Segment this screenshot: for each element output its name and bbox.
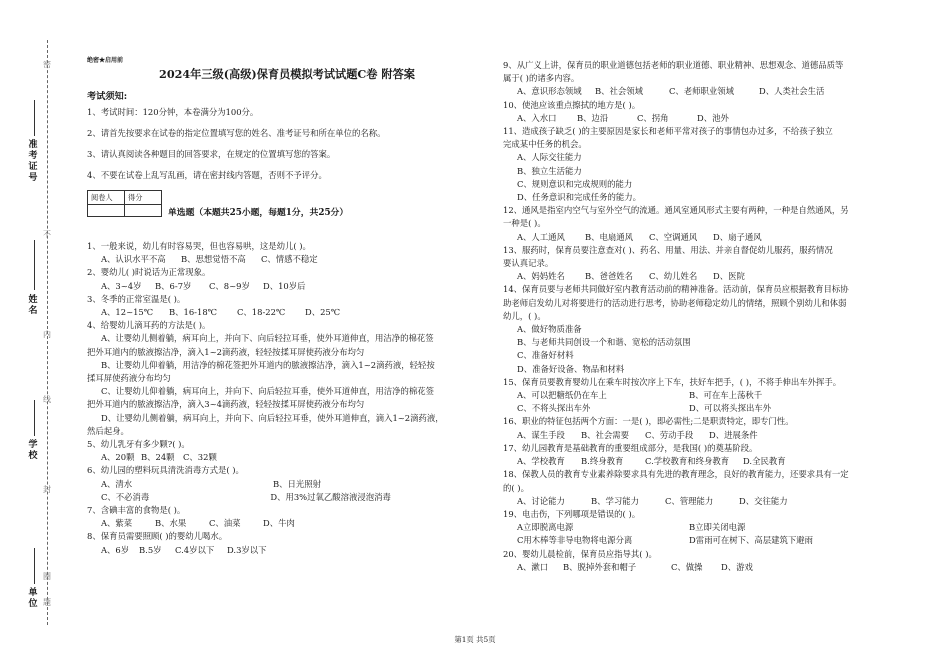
option[interactable]: C用木棒等非导电物将电源分离: [517, 535, 633, 546]
option[interactable]: B、水果: [155, 518, 187, 529]
notice-item: 3、请认真阅读各种题目的回答要求，在规定的位置填写您的答案。: [87, 149, 336, 159]
seal-mark: 不: [43, 230, 51, 239]
question-16: [503, 415, 913, 441]
option[interactable]: A、认识水平不高: [101, 254, 166, 265]
option[interactable]: C、准备好材料: [517, 350, 574, 361]
option[interactable]: A、人工通风: [517, 231, 565, 242]
option[interactable]: D、进展条件: [709, 429, 758, 440]
question-14: [503, 283, 913, 375]
question-stem: 18、保教人员的教育专业素养除要求具有先进的教育理念，良好的教育能力，还要求具有一定: [503, 469, 849, 480]
option[interactable]: C、拐角: [637, 112, 669, 123]
option[interactable]: C、劳动手段: [645, 429, 694, 440]
question-stem: 5、幼儿乳牙有多少颗?( )。: [87, 439, 190, 450]
question-options: [503, 561, 913, 574]
option[interactable]: B、爸爸姓名: [585, 271, 634, 282]
option[interactable]: D、任务意识和完成任务的能力。: [517, 192, 641, 203]
question-17: [503, 442, 913, 468]
option[interactable]: D、用3%过氧乙酸溶液浸泡消毒: [270, 491, 391, 502]
question-options: [87, 451, 487, 464]
option[interactable]: C、幼儿姓名: [649, 271, 698, 282]
seal-mark: 题: [43, 598, 51, 607]
question-stem: 幼儿，( )。: [503, 310, 546, 321]
question-options: [87, 306, 487, 319]
question-stem: 6、幼儿园的塑料玩具清洗消毒方式是( )。: [87, 465, 244, 476]
option[interactable]: C、8~9岁: [209, 280, 250, 291]
option[interactable]: B、与老师共同创设一个和谐、宽松的活动氛围: [517, 337, 691, 348]
notice-item: 4、不要在试卷上乱写乱画，请在密封线内答题，否则不予评分。: [87, 170, 327, 180]
question-13: [503, 244, 913, 284]
question-12: [503, 204, 913, 244]
question-stem: 完成某中任务的机会。: [503, 139, 587, 150]
option[interactable]: A、6岁: [101, 544, 130, 555]
question-stem: 16、职业的特征包括两个方面：一是( )，即必需性;二是职责特定，即专门性。: [503, 416, 794, 427]
option[interactable]: A、谋生手段: [517, 429, 565, 440]
option[interactable]: A、可以把糖纸仍在车上: [517, 390, 607, 401]
question-options: [87, 491, 487, 504]
option[interactable]: A、紫菜: [101, 518, 133, 529]
option-line[interactable]: B、让婴幼儿仰着躺，用洁净的棉花签把外耳道内的脓液擦洁净，滴入1~2滴药液，轻轻按: [101, 359, 435, 370]
school-blank: [34, 400, 35, 436]
option[interactable]: A、3~4岁: [101, 280, 142, 291]
option-line: 把外耳道内的脓液擦洁净，滴入3~4滴药液，轻轻按揉耳屏使药液分布均匀: [87, 399, 365, 410]
question-2: [87, 266, 487, 292]
option[interactable]: A、学校教育: [517, 456, 565, 467]
score-area: [87, 190, 487, 236]
score-box: [87, 190, 162, 217]
question-20: [503, 548, 913, 574]
question-stem: 14、保育员要与老师共同做好室内教育活动前的精神准备。活动前，保育员应根据教育目标协: [503, 284, 849, 295]
option[interactable]: B立即关闭电源: [689, 522, 746, 533]
option-line[interactable]: A、让婴幼儿侧着躺，病耳向上，并向下、向后轻拉耳垂，使外耳道伸直，用洁净的棉花签: [101, 333, 434, 344]
question-options: [503, 270, 913, 283]
option[interactable]: B.5岁: [139, 544, 162, 555]
option[interactable]: C、情感不稳定: [261, 254, 318, 265]
option[interactable]: C.4岁以下: [175, 544, 215, 555]
question-stem: 20、婴幼儿晨检前，保育员应指导其( )。: [503, 548, 657, 559]
option[interactable]: A、清水: [101, 478, 133, 489]
question-8: [87, 530, 487, 556]
admission-number-label: 准考证号: [28, 140, 38, 183]
option[interactable]: A、妈妈姓名: [517, 271, 565, 282]
option[interactable]: A、做好物质准备: [517, 324, 582, 335]
question-stem: 要认真记录。: [503, 258, 554, 269]
question-stem: 17、幼儿园教育是基础教育的重要组成部分，是我国( )的奠基阶段。: [503, 442, 758, 453]
option[interactable]: D、扇子通风: [713, 231, 762, 242]
option[interactable]: A、意识形态领域: [517, 86, 582, 97]
option[interactable]: D、准备好设备、物品和材料: [517, 363, 625, 374]
option[interactable]: B.终身教育: [581, 456, 624, 467]
question-options: [503, 389, 913, 402]
question-options: [503, 231, 913, 244]
option[interactable]: D、牛肉: [263, 518, 295, 529]
option[interactable]: D、人类社会生活: [759, 86, 825, 97]
name-blank: [34, 240, 35, 290]
option[interactable]: D、10岁后: [263, 280, 306, 291]
section-title: 单选题（本题共25小题，每题1分，共25分）: [168, 208, 349, 218]
question-stem: 19、电击伤，下列哪项是错误的( )。: [503, 508, 641, 519]
question-options: [503, 455, 913, 468]
option[interactable]: A立即脱离电源: [517, 522, 574, 533]
option[interactable]: D雷雨可在树下、高层建筑下避雨: [689, 535, 813, 546]
option-line[interactable]: C、让婴幼儿仰着躺，病耳向上，并向下、向后轻拉耳垂，使外耳道伸直，用洁净的棉花签: [101, 386, 435, 397]
question-options: [503, 85, 913, 98]
question-stem: 1、一般来说，幼儿有时容易哭，但也容易哄，这是幼儿( )。: [87, 241, 311, 251]
question-9: [503, 59, 913, 99]
exam-title: 2024年三级(高级)保育员模拟考试试题C卷 附答案: [159, 67, 415, 81]
option[interactable]: D、25℃: [305, 307, 341, 318]
question-options: [503, 112, 913, 125]
question-stem: 2、婴幼儿( )时说话为正常现象。: [87, 267, 211, 278]
school-label: 学校: [28, 440, 38, 461]
right-column: [503, 59, 913, 574]
option[interactable]: A、漱口: [517, 561, 549, 572]
unit-blank: [34, 548, 35, 584]
question-stem: 9、从广义上讲，保育员的职业道德包括老师的职业道德、职业精神、思想观念、道德品质等: [503, 60, 844, 70]
notice-item: 1、考试时间：120分钟，本卷满分为100分。: [87, 107, 259, 117]
seal-mark: 圈: [43, 572, 51, 581]
option-line: 揉耳屏使药液分布均匀: [87, 373, 171, 384]
question-options: [503, 534, 913, 547]
question-5: [87, 438, 487, 464]
option[interactable]: B、脱掉外套和帽子: [563, 561, 637, 572]
option[interactable]: C、做操: [671, 561, 703, 572]
page-number: 第1页 共5页: [454, 635, 496, 644]
question-4: [87, 319, 487, 438]
option[interactable]: D、池外: [697, 112, 729, 123]
option[interactable]: D、游戏: [721, 561, 753, 572]
question-options: [87, 478, 487, 491]
option[interactable]: B、独立生活能力: [517, 165, 582, 176]
question-19: [503, 508, 913, 548]
question-options: [503, 402, 913, 415]
question-10: [503, 99, 913, 125]
secret-mark: 绝密★启用前: [87, 57, 124, 64]
option[interactable]: B、社会领域: [595, 86, 644, 97]
option[interactable]: A、讨论能力: [517, 495, 565, 506]
seal-mark: 内: [43, 330, 51, 339]
option[interactable]: C、不将头探出车外: [517, 403, 591, 414]
option[interactable]: D.3岁以下: [227, 544, 267, 555]
option-line[interactable]: D、让婴幼儿侧着躺，病耳向上，并向下、向后轻拉耳垂，使外耳道伸直，滴入1~2滴药液，: [101, 412, 444, 423]
option[interactable]: A、人际交往能力: [517, 152, 582, 163]
notice-heading: 考试须知:: [87, 91, 128, 102]
question-stem: 15、保育员要教育婴幼儿在乘车时按次序上下车，扶好车把手，( )，不将手伸出车外挥手。: [503, 376, 842, 387]
option[interactable]: D.全民教育: [743, 456, 786, 467]
option[interactable]: A、12~15℃: [101, 307, 154, 318]
reviewer-cell: 阅卷人: [88, 191, 125, 205]
question-stem: 11、造成孩子缺乏( )的主要原因是家长和老师平常对孩子的事情包办过多，不给孩子独立: [503, 126, 833, 137]
question-options: [87, 280, 487, 293]
question-stem: 7、含碘丰富的食物是( )。: [87, 505, 186, 516]
question-18: [503, 468, 913, 508]
question-stem: 属于( )的诸多内容。: [503, 73, 580, 84]
option-line: 然后起身。: [87, 425, 129, 436]
binding-margin: [0, 0, 80, 671]
option[interactable]: C、18-22℃: [237, 307, 286, 318]
option[interactable]: B、日光照射: [273, 478, 322, 489]
question-1: [87, 240, 487, 266]
question-options: [87, 544, 487, 557]
question-stem: 12、通风是指室内空气与室外空气的流通。通风室通风形式主要有两种，一种是自然通风，另: [503, 205, 849, 216]
question-stem: 助老师启发幼儿对将要进行的活动进行思考，协助老师稳定幼儿的情绪，照顾个别幼儿和体弱: [503, 297, 847, 308]
question-stem: 10、使池应该重点擦拭的地方是( )。: [503, 99, 641, 110]
option[interactable]: D、交往能力: [739, 495, 788, 506]
option[interactable]: C、32颗: [183, 452, 217, 463]
question-options: [503, 495, 913, 508]
option[interactable]: B、社会需要: [581, 429, 630, 440]
option[interactable]: B、边沿: [577, 112, 609, 123]
question-stem: 一种是( )。: [503, 218, 546, 229]
score-input[interactable]: [125, 205, 162, 217]
name-label: 姓名: [28, 295, 38, 316]
option[interactable]: A、入水口: [517, 112, 557, 123]
question-3: [87, 293, 487, 319]
option-line: 把外耳道内的脓液擦洁净，滴入1~2滴药液，轻轻按揉耳屏使药液分布均匀: [87, 346, 365, 357]
question-options: [503, 521, 913, 534]
question-stem: 的( )。: [503, 482, 529, 493]
option[interactable]: C、不必消毒: [101, 491, 150, 502]
left-column: [87, 54, 487, 557]
question-15: [503, 376, 913, 416]
admission-number-blank: [34, 100, 35, 136]
option[interactable]: C、老师职业领域: [669, 86, 735, 97]
option[interactable]: C、油菜: [209, 518, 241, 529]
unit-label: 单位: [28, 588, 38, 609]
option[interactable]: B、24颗: [141, 452, 175, 463]
option[interactable]: C、管理能力: [665, 495, 714, 506]
question-11: [503, 125, 913, 204]
seal-mark: 密: [43, 60, 51, 69]
option[interactable]: C、规则意识和完成规则的能力: [517, 178, 633, 189]
option[interactable]: B、6-7岁: [155, 280, 192, 291]
option[interactable]: D、可以将头探出车外: [689, 403, 772, 414]
score-cell: 得分: [125, 191, 162, 205]
seal-mark: 线: [43, 395, 51, 404]
option[interactable]: A、20颗: [101, 452, 135, 463]
reviewer-input[interactable]: [88, 205, 125, 217]
option[interactable]: D、医院: [713, 271, 745, 282]
question-options: [87, 253, 487, 266]
option[interactable]: B、可在车上荡秋千: [689, 390, 763, 401]
option[interactable]: B、思想觉悟不高: [181, 254, 246, 265]
option[interactable]: B、电扇通风: [585, 231, 634, 242]
option[interactable]: C.学校教育和终身教育: [645, 456, 730, 467]
option[interactable]: C、空调通风: [649, 231, 698, 242]
seal-mark: 封: [43, 485, 51, 494]
question-stem: 3、冬季的正常室温是( )。: [87, 293, 186, 304]
option[interactable]: B、16-18℃: [169, 307, 218, 318]
question-options: [87, 517, 487, 530]
question-6: [87, 464, 487, 504]
notice-list: [87, 106, 487, 190]
option[interactable]: B、学习能力: [591, 495, 640, 506]
question-options: [503, 429, 913, 442]
question-stem: 13、服药时，保育员要注意查对( )、药名、用量、用法、并亲自督促幼儿服药，服药情况: [503, 244, 833, 255]
question-stem: 4、给婴幼儿滴耳药的方法是( )。: [87, 320, 211, 331]
question-7: [87, 504, 487, 530]
question-stem: 8、保育员需要照顾( )的婴幼儿喝水。: [87, 531, 228, 542]
notice-item: 2、请首先按要求在试卷的指定位置填写您的姓名、准考证号和所在单位的名称。: [87, 128, 386, 138]
